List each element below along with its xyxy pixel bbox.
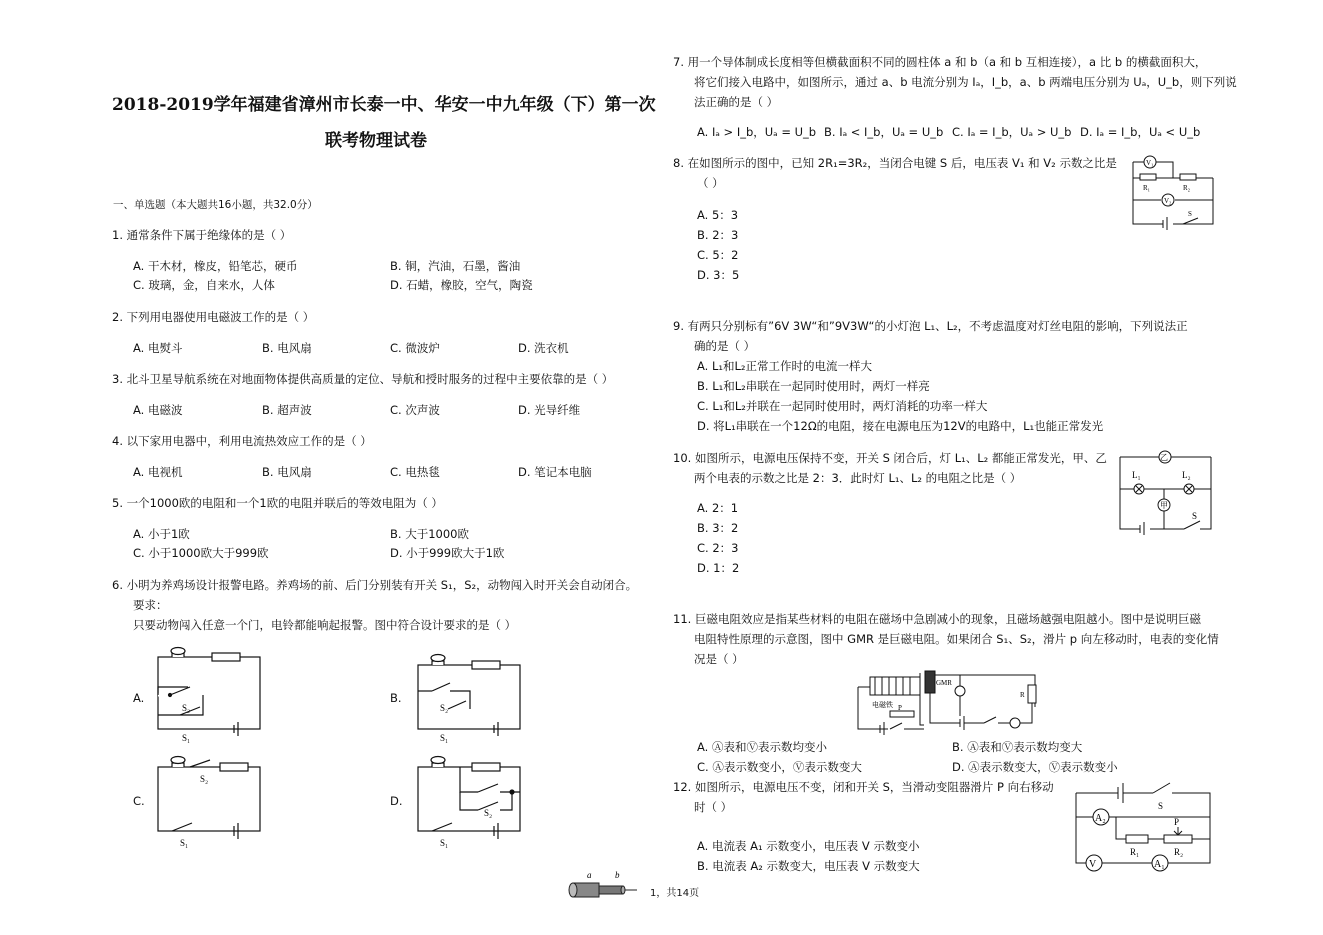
q9-option-c: C. L₁和L₂并联在一起同时使用时，两灯消耗的功率一样大 — [697, 399, 988, 413]
q11-circuit — [850, 665, 1040, 735]
q11-r-label: R — [1020, 691, 1025, 699]
q6a-s1-label: S₁ — [182, 733, 191, 743]
page-title-line2: 联考物理试卷 — [325, 131, 427, 151]
q7-option-c: C. Iₐ = I_b，Uₐ > U_b — [952, 125, 1072, 139]
q5-option-c: C. 小于1000欧大于999欧 — [133, 546, 269, 560]
footer-b-label: b — [615, 870, 620, 880]
question-10-line2: 两个电表的示数之比是 2：3．此时灯 L₁、L₂ 的电阻之比是（ ） — [694, 471, 1022, 485]
q2-option-d: D. 洗衣机 — [518, 341, 569, 355]
q4-option-d: D. 笔记本电脑 — [518, 465, 592, 479]
q9-option-a: A. L₁和L₂正常工作时的电流一样大 — [697, 359, 873, 373]
q4-option-b: B. 电风扇 — [262, 465, 312, 479]
page-number: 1，共14页 — [650, 888, 700, 899]
q8-v2-label: V₂ — [1164, 197, 1172, 205]
q8-option-a: A. 5：3 — [697, 208, 739, 222]
q10-jia-label: 甲 — [1160, 501, 1168, 510]
q1-option-d: D. 石蜡，橡胶，空气，陶瓷 — [390, 278, 533, 292]
q8-option-d: D. 3：5 — [697, 268, 740, 282]
q9-option-d: D. 将L₁串联在一个12Ω的电阻，接在电源电压为12V的电路中，L₁也能正常发光 — [697, 419, 1104, 433]
question-7-line1: 7. 用一个导体制成长度相等但横截面积不同的圆柱体 a 和 b（a 和 b 互相连接），a 比 b 的横截面积大， — [673, 55, 1207, 69]
question-11-line2: 电阻特性原理的示意图，图中 GMR 是巨磁电阻。如果闭合 S₁、S₂，滑片 p 向左移动时，电表的变化情 — [694, 632, 1219, 646]
q6d-s2-label: S₂ — [484, 808, 493, 818]
q2-option-c: C. 微波炉 — [390, 341, 440, 355]
footer-cylinder-figure — [565, 868, 645, 900]
footer-a-label: a — [587, 870, 592, 880]
q12-a1-label: A₁ — [1154, 859, 1165, 870]
q10-circuit — [1112, 445, 1217, 535]
q10-l2-label: L₂ — [1182, 470, 1191, 480]
q10-option-b: B. 3：2 — [697, 521, 739, 535]
q11-magnet-label: 电磁铁 — [872, 701, 893, 709]
question-6-stem: 6. 小明为养鸡场设计报警电路。养鸡场的前、后门分别装有开关 S₁，S₂，动物闯入时开关会自动闭合。 — [112, 578, 638, 592]
q3-option-c: C. 次声波 — [390, 403, 440, 417]
question-2-stem: 2. 下列用电器使用电磁波工作的是（ ） — [112, 310, 315, 324]
q6a-s2-label: S₂ — [182, 703, 191, 713]
question-8-line1: 8. 在如图所示的图中，已知 2R₁=3R₂，当闭合电键 S 后，电压表 V₁ 和 V₂ 示数之比是 — [673, 156, 1117, 170]
q7-option-d: D. Iₐ = I_b，Uₐ < U_b — [1080, 125, 1201, 139]
q6b-s1-label: S₁ — [440, 733, 449, 743]
q12-option-a: A. 电流表 A₁ 示数变小，电压表 V 示数变小 — [697, 839, 920, 853]
q3-option-b: B. 超声波 — [262, 403, 312, 417]
question-1-stem: 1. 通常条件下属于绝缘体的是（ ） — [112, 228, 292, 242]
q5-option-a: A. 小于1欧 — [133, 527, 190, 541]
question-6-stem-ask: 只要动物闯入任意一个门，电铃都能响起报警。图中符合设计要求的是（ ） — [133, 618, 517, 632]
q8-circuit — [1128, 150, 1218, 230]
q8-v1-label: V₁ — [1146, 159, 1154, 167]
q6-circuit-a — [150, 645, 270, 745]
section-heading: 一、单选题（本大题共16小题，共32.0分） — [113, 199, 318, 211]
q4-option-c: C. 电热毯 — [390, 465, 440, 479]
q5-option-b: B. 大于1000欧 — [390, 527, 469, 541]
q3-option-d: D. 光导纤维 — [518, 403, 581, 417]
q6b-s2-label: S₂ — [440, 703, 449, 713]
q12-option-b: B. 电流表 A₂ 示数变大，电压表 V 示数变大 — [697, 859, 920, 873]
q1-option-a: A. 干木材，橡皮，铅笔芯，硬币 — [133, 259, 298, 273]
question-7-line3: 法正确的是（ ） — [694, 95, 779, 109]
q8-r2-label: R₂ — [1183, 184, 1191, 192]
q11-option-d: D. Ⓐ表示数变大，Ⓥ表示数变小 — [952, 760, 1118, 774]
q10-option-a: A. 2：1 — [697, 501, 739, 515]
q5-option-d: D. 小于999欧大于1欧 — [390, 546, 505, 560]
question-9-line1: 9. 有两只分别标有”6V 3W“和”9V3W“的小灯泡 L₁、L₂，不考虑温度对灯丝电阻的影响，下列说法正 — [673, 319, 1188, 333]
q10-yi-label: 乙 — [1160, 453, 1168, 462]
q6-circuit-b — [410, 645, 530, 745]
question-7-line2: 将它们接入电路中，如图所示，通过 a、b 电流分别为 Iₐ，I_b，a、b 两端电压分别为 Uₐ，U_b，则下列说 — [694, 75, 1237, 89]
q1-option-c: C. 玻璃，金，自来水，人体 — [133, 278, 275, 292]
q2-option-a: A. 电熨斗 — [133, 341, 183, 355]
question-11-line3: 况是（ ） — [694, 652, 744, 666]
q10-l1-label: L₁ — [1132, 470, 1141, 480]
q2-option-b: B. 电风扇 — [262, 341, 312, 355]
q3-option-a: A. 电磁波 — [133, 403, 183, 417]
q11-gmr-label: GMR — [936, 679, 952, 687]
q7-option-b: B. Iₐ < I_b，Uₐ = U_b — [824, 125, 944, 139]
q6-circuit-c — [150, 750, 270, 850]
q12-v-label: V — [1089, 859, 1097, 870]
q8-option-b: B. 2：3 — [697, 228, 739, 242]
q8-s-label: S — [1188, 210, 1192, 218]
q10-option-d: D. 1：2 — [697, 561, 740, 575]
q11-option-c: C. Ⓐ表示数变小，Ⓥ表示数变大 — [697, 760, 862, 774]
q6-option-c: C. — [133, 794, 145, 808]
question-8-line2: （ ） — [697, 176, 724, 190]
q8-option-c: C. 5：2 — [697, 248, 739, 262]
question-6-stem-req: 要求： — [133, 598, 168, 612]
q9-option-b: B. L₁和L₂串联在一起同时使用时，两灯一样亮 — [697, 379, 930, 393]
question-4-stem: 4. 以下家用电器中，利用电流热效应工作的是（ ） — [112, 434, 372, 448]
q6-circuit-d — [410, 750, 530, 850]
q6c-s1-label: S₁ — [180, 838, 189, 848]
question-3-stem: 3. 北斗卫星导航系统在对地面物体提供高质量的定位、导航和授时服务的过程中主要依靠的是（ ） — [112, 372, 614, 386]
q6-option-d: D. — [390, 794, 403, 808]
q11-option-a: A. Ⓐ表和Ⓥ表示数均变小 — [697, 740, 827, 754]
question-11-line1: 11. 巨磁电阻效应是指某些材料的电阻在磁场中急剧减小的现象，且磁场越强电阻越小。图中是说明巨磁 — [673, 612, 1201, 626]
question-9-line2: 确的是（ ） — [694, 339, 756, 353]
q7-option-a: A. Iₐ > I_b，Uₐ = U_b — [697, 125, 817, 139]
q12-circuit — [1068, 775, 1218, 875]
q6d-s1-label: S₁ — [440, 838, 449, 848]
q1-option-b: B. 铜，汽油，石墨，酱油 — [390, 259, 521, 273]
q11-p-label: P — [898, 704, 902, 712]
question-10-line1: 10. 如图所示，电源电压保持不变，开关 S 闭合后，灯 L₁、L₂ 都能正常发光，甲、乙 — [673, 451, 1107, 465]
q10-s-label: S — [1192, 511, 1198, 521]
q12-r2-label: R₂ — [1174, 847, 1184, 857]
q12-p-label: P — [1174, 817, 1180, 827]
q10-option-c: C. 2：3 — [697, 541, 739, 555]
q8-r1-label: R₁ — [1143, 184, 1151, 192]
q12-s-label: S — [1158, 801, 1164, 811]
question-5-stem: 5. 一个1000欧的电阻和一个1欧的电阻并联后的等效电阻为（ ） — [112, 496, 443, 510]
q12-r1-label: R₁ — [1130, 847, 1140, 857]
q6-option-b: B. — [390, 691, 402, 705]
q4-option-a: A. 电视机 — [133, 465, 183, 479]
page-title-line1: 2018-2019学年福建省漳州市长泰一中、华安一中九年级（下）第一次 — [112, 95, 656, 115]
question-12-line1: 12. 如图所示，电源电压不变，闭和开关 S，当滑动变阻器滑片 P 向右移动 — [673, 780, 1054, 794]
q11-option-b: B. Ⓐ表和Ⓥ表示数均变大 — [952, 740, 1083, 754]
question-12-line2: 时（ ） — [694, 800, 733, 814]
q6-option-a: A. — [133, 691, 145, 705]
q12-a2-label: A₂ — [1095, 813, 1106, 824]
q6c-s2-label: S₂ — [200, 774, 209, 784]
